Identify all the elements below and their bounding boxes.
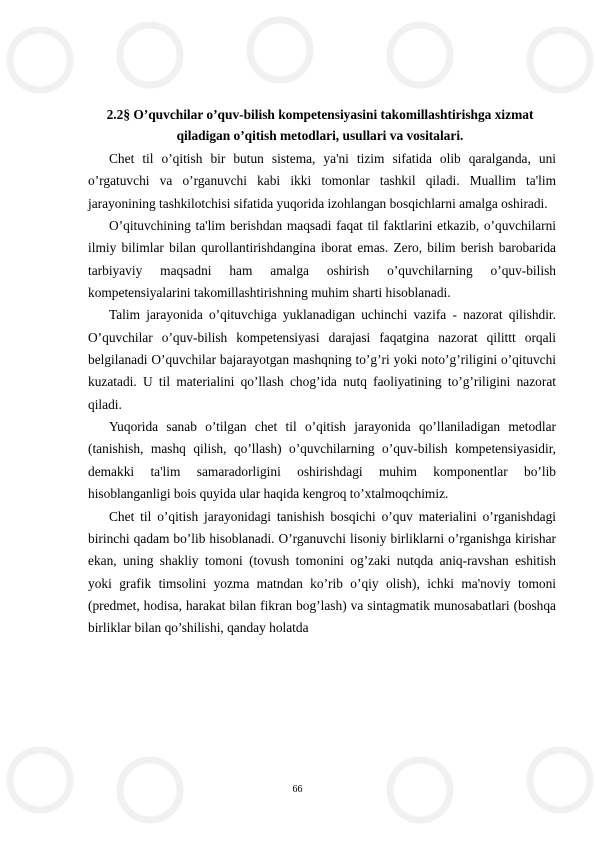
heading-line-1: 2.2§ O’quvchilar o’quv-bilish kompetensiyasini takomillashtirishga xizmat bbox=[106, 107, 534, 122]
paragraph-4: Yuqorida sanab o’tilgan chet til o’qitish jarayonida qo’llaniladigan metodlar (tanishish, mashq qilish, qo’llash) o’quvchilarning o’quv-bilish kompetensiyasidir, demakki ta'lim samaradorligini oshirishdagi muhim komponentlar bo’lib hisoblanganligi bois quyida ular haqida kengroq to’xtalmoqchimiz. bbox=[88, 419, 556, 502]
heading-line-2: qiladigan o’qitish metodlari, usullari va vositalari. bbox=[176, 128, 464, 143]
paragraph-3: Talim jarayonida o’qituvchiga yuklanadigan uchinchi vazifa - nazorat qilishdir. O’quvchilar o’quv-bilish kompetensiyasi darajasi faqatgina nazorat qilittt orqali belgilanadi O’quvchilar bajarayotgan mashqning to’g’ri yoki noto’g’riligini o’qituvchi kuzatadi. U til materialini qo’llash chog’ida nutq faoliyatining to’g’riligini nazorat qiladi. bbox=[88, 307, 556, 412]
page-number: 66 bbox=[292, 784, 303, 795]
section-heading bbox=[84, 104, 556, 146]
paragraph-1: Chet til o’qitish bir butun sistema, ya'ni tizim sifatida olib qaralganda, uni o’rgatuvchi va o’rganuvchi kabi ikki tomonlar tashkil qiladi. Muallim ta'lim jarayonining tashkilotchisi sifatida yuqorida izohlangan bosqichlarni amalga oshiradi. bbox=[88, 151, 556, 211]
body-text bbox=[88, 148, 556, 640]
paragraph-5: Chet til o’qitish jarayonidagi tanishish bosqichi o’quv materialini o’rganishdagi birinchi qadam bo’lib hisoblanadi. O’rganuvchi lisoniy birliklarni o’rganishga kirishar ekan, uning shakliy tomoni (tovush tomonini og’zaki nutqda aniq-ravshan eshitish yoki grafik timsolini yozma matndan ko’rib o’qiy olish), ichki ma'noviy tomoni (predmet, hodisa, harakat bilan fikran bog’lash) va sintagmatik munosabatlari (boshqa birliklar bilan qo’shilishi, qanday holatda bbox=[88, 508, 556, 636]
paragraph-2: O’qituvchining ta'lim berishdan maqsadi faqat til faktlarini etkazib, o’quvchilarni ilmiy bilimlar bilan qurollantirishdangina iborat emas. Zero, bilim berish barobarida tarbiyaviy maqsadni ham amalga oshirish o’quvchilarning o’quv-bilish kompetensiyalarini takomillashtirishning muhim sharti hisoblanadi. bbox=[88, 218, 556, 301]
